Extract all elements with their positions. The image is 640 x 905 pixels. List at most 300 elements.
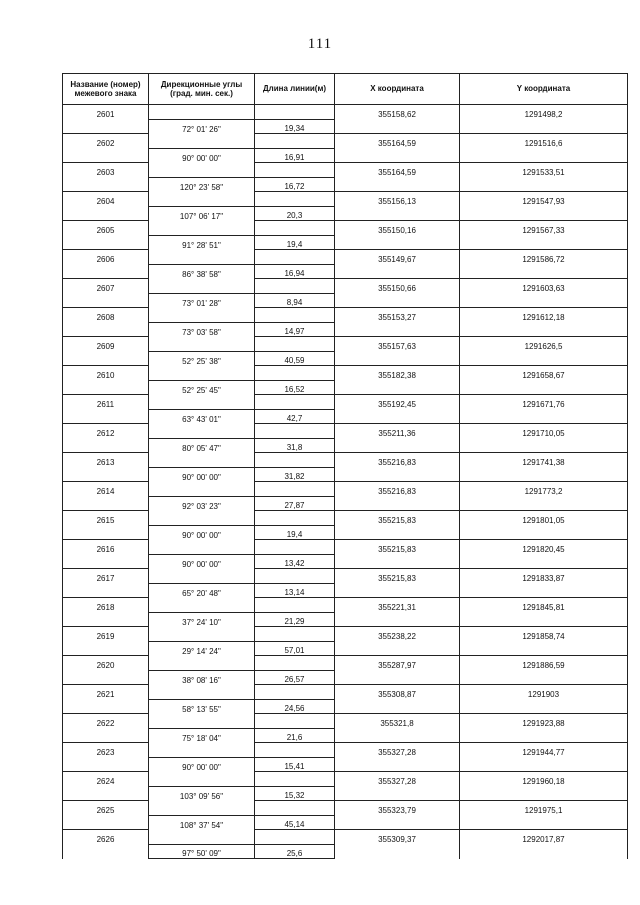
x-coordinate-cell: 355149,67 [335,250,460,265]
y-coordinate-cell: 1291741,38 [460,453,628,468]
empty-cell [149,192,255,207]
empty-cell [63,554,149,569]
bearing-angle-cell: 75° 18' 04" [149,728,255,743]
empty-cell [460,235,628,250]
marker-name-cell: 2614 [63,482,149,497]
table-row [63,569,628,584]
x-coordinate-cell: 355308,87 [335,685,460,700]
table-row [63,279,628,294]
table-row [63,801,628,816]
table-row [63,453,628,468]
marker-name-cell: 2602 [63,134,149,149]
x-coordinate-cell: 355182,38 [335,366,460,381]
table-row [63,511,628,526]
marker-name-cell: 2606 [63,250,149,265]
table-row [63,409,628,424]
empty-cell [335,206,460,221]
empty-cell [63,264,149,279]
empty-cell [149,540,255,555]
marker-name-cell: 2623 [63,743,149,758]
empty-cell [460,206,628,221]
empty-cell [335,728,460,743]
empty-cell [149,453,255,468]
line-length-cell: 14,97 [255,322,335,337]
x-coordinate-cell: 355215,83 [335,540,460,555]
empty-cell [460,148,628,163]
marker-name-cell: 2626 [63,830,149,845]
marker-name-cell: 2613 [63,453,149,468]
bearing-angle-cell: 38° 08' 16" [149,670,255,685]
empty-cell [149,250,255,265]
empty-cell [460,380,628,395]
empty-cell [63,119,149,134]
bearing-angle-cell: 103° 09' 56" [149,786,255,801]
empty-cell [460,583,628,598]
empty-cell [460,612,628,627]
empty-cell [460,757,628,772]
bearing-angle-cell: 72° 01' 26" [149,119,255,134]
empty-cell [255,540,335,555]
y-coordinate-cell: 1291801,05 [460,511,628,526]
empty-cell [149,163,255,178]
line-length-cell: 19,34 [255,119,335,134]
empty-cell [335,438,460,453]
table-row [63,235,628,250]
bearing-angle-cell: 97° 50' 09" [149,844,255,859]
table-row [63,293,628,308]
table-row [63,438,628,453]
table-row [63,192,628,207]
marker-name-cell: 2621 [63,685,149,700]
empty-cell [149,743,255,758]
empty-cell [335,554,460,569]
x-coordinate-cell: 355287,97 [335,656,460,671]
empty-cell [460,815,628,830]
empty-cell [335,815,460,830]
empty-cell [63,525,149,540]
empty-cell [149,221,255,236]
y-coordinate-cell: 1291845,81 [460,598,628,613]
line-length-cell: 40,59 [255,351,335,366]
empty-cell [255,250,335,265]
empty-cell [255,337,335,352]
empty-cell [460,438,628,453]
marker-name-cell: 2619 [63,627,149,642]
bearing-angle-cell: 107° 06' 17" [149,206,255,221]
marker-name-cell: 2605 [63,221,149,236]
line-length-cell: 31,8 [255,438,335,453]
x-coordinate-cell: 355164,59 [335,134,460,149]
empty-cell [460,844,628,859]
marker-name-cell: 2608 [63,308,149,323]
empty-cell [335,235,460,250]
empty-cell [255,772,335,787]
line-length-cell: 16,72 [255,177,335,192]
table-row [63,496,628,511]
empty-cell [335,322,460,337]
table-row [63,670,628,685]
x-coordinate-cell: 355192,45 [335,395,460,410]
empty-cell [255,801,335,816]
y-coordinate-cell: 1291586,72 [460,250,628,265]
marker-name-cell: 2607 [63,279,149,294]
line-length-cell: 45,14 [255,815,335,830]
bearing-angle-cell: 90° 00' 00" [149,467,255,482]
table-row [63,554,628,569]
empty-cell [255,163,335,178]
marker-name-cell: 2609 [63,337,149,352]
empty-cell [335,264,460,279]
empty-cell [149,308,255,323]
empty-cell [335,177,460,192]
y-coordinate-cell: 1291833,87 [460,569,628,584]
marker-name-cell: 2601 [63,105,149,120]
empty-cell [335,757,460,772]
empty-cell [255,308,335,323]
table-row [63,467,628,482]
empty-cell [255,714,335,729]
empty-cell [460,496,628,511]
empty-cell [335,844,460,859]
empty-cell [63,148,149,163]
table-row [63,395,628,410]
empty-cell [255,366,335,381]
marker-name-cell: 2620 [63,656,149,671]
empty-cell [255,395,335,410]
empty-cell [149,569,255,584]
empty-cell [63,177,149,192]
empty-cell [63,844,149,859]
empty-cell [63,438,149,453]
empty-cell [460,699,628,714]
empty-cell [63,380,149,395]
bearing-angle-cell: 37° 24' 10" [149,612,255,627]
y-coordinate-cell: 1291612,18 [460,308,628,323]
bearing-angle-cell: 65° 20' 48" [149,583,255,598]
empty-cell [460,351,628,366]
empty-cell [255,482,335,497]
empty-cell [63,612,149,627]
empty-cell [335,351,460,366]
table-row [63,641,628,656]
marker-name-cell: 2612 [63,424,149,439]
y-coordinate-cell: 1291603,63 [460,279,628,294]
table-row [63,598,628,613]
x-coordinate-cell: 355153,27 [335,308,460,323]
empty-cell [255,830,335,845]
line-length-cell: 26,57 [255,670,335,685]
empty-cell [149,366,255,381]
y-coordinate-cell: 1291773,2 [460,482,628,497]
y-coordinate-cell: 1291710,05 [460,424,628,439]
line-length-cell: 20,3 [255,206,335,221]
y-coordinate-cell: 1291658,67 [460,366,628,381]
empty-cell [460,554,628,569]
empty-cell [335,496,460,511]
empty-cell [335,612,460,627]
x-coordinate-cell: 355221,31 [335,598,460,613]
header-x-coordinate: X координата [335,74,460,105]
line-length-cell: 57,01 [255,641,335,656]
empty-cell [335,467,460,482]
x-coordinate-cell: 355150,66 [335,279,460,294]
y-coordinate-cell: 1291903 [460,685,628,700]
y-coordinate-cell: 1291923,88 [460,714,628,729]
x-coordinate-cell: 355150,16 [335,221,460,236]
x-coordinate-cell: 355156,13 [335,192,460,207]
bearing-angle-cell: 90° 00' 00" [149,554,255,569]
table-row [63,119,628,134]
x-coordinate-cell: 355211,36 [335,424,460,439]
empty-cell [255,221,335,236]
table-row [63,177,628,192]
line-length-cell: 24,56 [255,699,335,714]
marker-name-cell: 2616 [63,540,149,555]
survey-coordinates-table [62,73,628,859]
table-row [63,815,628,830]
empty-cell [63,641,149,656]
line-length-cell: 13,14 [255,583,335,598]
bearing-angle-cell: 63° 43' 01" [149,409,255,424]
empty-cell [63,786,149,801]
empty-cell [335,293,460,308]
bearing-angle-cell: 29° 14' 24" [149,641,255,656]
table-row [63,844,628,859]
y-coordinate-cell: 1291547,93 [460,192,628,207]
empty-cell [460,119,628,134]
x-coordinate-cell: 355158,62 [335,105,460,120]
line-length-cell: 16,91 [255,148,335,163]
page-number: 111 [307,36,333,52]
table-row [63,351,628,366]
x-coordinate-cell: 355327,28 [335,743,460,758]
bearing-angle-cell: 52° 25' 38" [149,351,255,366]
empty-cell [335,699,460,714]
table-row [63,525,628,540]
table-row [63,264,628,279]
empty-cell [63,699,149,714]
header-bearing-angle: Дирекционные углы (град. мин. сек.) [149,74,255,105]
line-length-cell: 16,94 [255,264,335,279]
x-coordinate-cell: 355215,83 [335,569,460,584]
empty-cell [63,467,149,482]
y-coordinate-cell: 1292017,87 [460,830,628,845]
empty-cell [460,177,628,192]
empty-cell [149,714,255,729]
marker-name-cell: 2615 [63,511,149,526]
bearing-angle-cell: 90° 00' 00" [149,148,255,163]
bearing-angle-cell: 91° 28' 51" [149,235,255,250]
marker-name-cell: 2603 [63,163,149,178]
empty-cell [63,322,149,337]
marker-name-cell: 2622 [63,714,149,729]
empty-cell [460,322,628,337]
table-row [63,786,628,801]
bearing-angle-cell: 108° 37' 54" [149,815,255,830]
table-row [63,482,628,497]
bearing-angle-cell: 90° 00' 00" [149,525,255,540]
empty-cell [63,583,149,598]
table-row [63,656,628,671]
marker-name-cell: 2611 [63,395,149,410]
line-length-cell: 15,41 [255,757,335,772]
empty-cell [149,801,255,816]
marker-name-cell: 2610 [63,366,149,381]
bearing-angle-cell: 80° 05' 47" [149,438,255,453]
table-row [63,699,628,714]
empty-cell [63,293,149,308]
empty-cell [63,409,149,424]
bearing-angle-cell: 90° 00' 00" [149,757,255,772]
x-coordinate-cell: 355157,63 [335,337,460,352]
table-row [63,757,628,772]
empty-cell [149,482,255,497]
y-coordinate-cell: 1291498,2 [460,105,628,120]
empty-cell [335,380,460,395]
empty-cell [460,786,628,801]
empty-cell [460,641,628,656]
line-length-cell: 19,4 [255,235,335,250]
line-length-cell: 21,29 [255,612,335,627]
empty-cell [149,772,255,787]
empty-cell [149,395,255,410]
empty-cell [255,627,335,642]
bearing-angle-cell: 73° 03' 58" [149,322,255,337]
empty-cell [335,641,460,656]
y-coordinate-cell: 1291567,33 [460,221,628,236]
empty-cell [63,815,149,830]
table-row [63,206,628,221]
empty-cell [149,685,255,700]
empty-cell [255,598,335,613]
x-coordinate-cell: 355321,8 [335,714,460,729]
line-length-cell: 27,87 [255,496,335,511]
table-row [63,105,628,120]
line-length-cell: 15,32 [255,786,335,801]
table-row [63,308,628,323]
line-length-cell: 21,6 [255,728,335,743]
line-length-cell: 8,94 [255,293,335,308]
empty-cell [255,511,335,526]
x-coordinate-cell: 355323,79 [335,801,460,816]
marker-name-cell: 2604 [63,192,149,207]
x-coordinate-cell: 355216,83 [335,453,460,468]
y-coordinate-cell: 1291516,6 [460,134,628,149]
y-coordinate-cell: 1291671,76 [460,395,628,410]
table-row [63,163,628,178]
empty-cell [255,134,335,149]
empty-cell [335,583,460,598]
empty-cell [460,728,628,743]
table-row [63,250,628,265]
empty-cell [63,235,149,250]
x-coordinate-cell: 355238,22 [335,627,460,642]
empty-cell [149,598,255,613]
empty-cell [255,656,335,671]
x-coordinate-cell: 355309,37 [335,830,460,845]
line-length-cell: 25,6 [255,844,335,859]
empty-cell [149,337,255,352]
empty-cell [149,279,255,294]
y-coordinate-cell: 1291960,18 [460,772,628,787]
empty-cell [460,409,628,424]
x-coordinate-cell: 355164,59 [335,163,460,178]
x-coordinate-cell: 355327,28 [335,772,460,787]
empty-cell [63,728,149,743]
empty-cell [335,525,460,540]
empty-cell [63,670,149,685]
line-length-cell: 31,82 [255,467,335,482]
empty-cell [255,424,335,439]
bearing-angle-cell: 52° 25' 45" [149,380,255,395]
empty-cell [255,192,335,207]
empty-cell [63,757,149,772]
y-coordinate-cell: 1291886,59 [460,656,628,671]
empty-cell [255,743,335,758]
empty-cell [149,134,255,149]
empty-cell [335,786,460,801]
header-marker-name: Название (номер) межевого знака [63,74,149,105]
bearing-angle-cell: 86° 38' 58" [149,264,255,279]
empty-cell [149,656,255,671]
table-row [63,714,628,729]
y-coordinate-cell: 1291858,74 [460,627,628,642]
bearing-angle-cell: 58° 13' 55" [149,699,255,714]
table-row [63,612,628,627]
line-length-cell: 42,7 [255,409,335,424]
empty-cell [149,105,255,120]
empty-cell [460,525,628,540]
marker-name-cell: 2625 [63,801,149,816]
table-row [63,772,628,787]
table-row [63,583,628,598]
line-length-cell: 19,4 [255,525,335,540]
table-row [63,728,628,743]
empty-cell [460,670,628,685]
x-coordinate-cell: 355216,83 [335,482,460,497]
empty-cell [149,627,255,642]
empty-cell [335,670,460,685]
table-row [63,134,628,149]
empty-cell [335,148,460,163]
empty-cell [335,409,460,424]
line-length-cell: 16,52 [255,380,335,395]
y-coordinate-cell: 1291944,77 [460,743,628,758]
x-coordinate-cell: 355215,83 [335,511,460,526]
table-row [63,380,628,395]
y-coordinate-cell: 1291533,51 [460,163,628,178]
empty-cell [149,511,255,526]
table-row [63,685,628,700]
empty-cell [63,496,149,511]
empty-cell [63,206,149,221]
empty-cell [149,830,255,845]
y-coordinate-cell: 1291975,1 [460,801,628,816]
table-row [63,322,628,337]
table-body [63,105,628,859]
empty-cell [335,119,460,134]
y-coordinate-cell: 1291820,45 [460,540,628,555]
empty-cell [255,685,335,700]
header-y-coordinate: Y координата [460,74,628,105]
table-row [63,627,628,642]
empty-cell [460,264,628,279]
empty-cell [149,424,255,439]
marker-name-cell: 2617 [63,569,149,584]
empty-cell [460,293,628,308]
empty-cell [255,569,335,584]
table-row [63,366,628,381]
